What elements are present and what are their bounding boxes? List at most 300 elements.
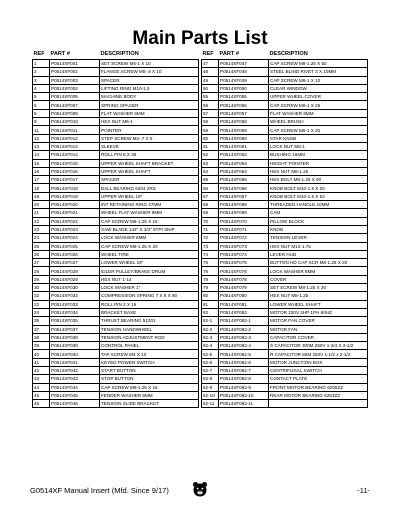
- table-row: [202, 350, 368, 358]
- footer-manual-title: G0514XF Manual Insert (Mfd. Since 9/17): [30, 486, 169, 495]
- cell-part-number: P0514XF004: [50, 84, 100, 92]
- table-row: [202, 209, 368, 217]
- cell-description: STEEL BLIND RIVET 3 X 10MM: [269, 68, 368, 76]
- cell-ref: 37: [33, 325, 50, 333]
- cell-part-number: P0514XF015: [50, 159, 100, 167]
- cell-description: CAP SCREW M8-1.25 X 50: [269, 60, 368, 68]
- cell-part-number: P0514XF082-10: [219, 391, 269, 399]
- header-part: PART #: [219, 51, 239, 57]
- cell-ref: 47: [202, 60, 219, 68]
- cell-description: WHEEL TIRE: [100, 250, 199, 258]
- table-row: [202, 126, 368, 134]
- cell-part-number: P0514XF046: [50, 400, 100, 408]
- table-row: [33, 126, 199, 134]
- cell-ref: 2: [33, 68, 50, 76]
- cell-ref: 76: [202, 267, 219, 275]
- cell-part-number: P0514XF082-2: [219, 325, 269, 333]
- table-row: [33, 142, 199, 150]
- table-row: [33, 358, 199, 366]
- table-row: [33, 118, 199, 126]
- cell-ref: 16: [33, 167, 50, 175]
- table-row: [33, 209, 199, 217]
- cell-part-number: P0514XF024: [50, 234, 100, 242]
- cell-ref: 8: [33, 109, 50, 117]
- table-row: [33, 317, 199, 325]
- table-row: [33, 93, 199, 101]
- cell-part-number: P0514XF071: [219, 225, 269, 233]
- cell-ref: 15: [33, 159, 50, 167]
- cell-description: KNOB BOLT M10-1.5 X 53: [269, 192, 368, 200]
- page-number: -11-: [357, 486, 370, 495]
- cell-part-number: P0514XF039: [50, 342, 100, 350]
- cell-description: CAP SCREW M6-1 X 25: [269, 101, 368, 109]
- cell-description: PILLOW BLOCK: [269, 217, 368, 225]
- table-row: [33, 76, 199, 84]
- cell-description: KEYED POWER SWITCH: [100, 358, 199, 366]
- cell-part-number: P0514XF037: [50, 325, 100, 333]
- table-row: [202, 159, 368, 167]
- cell-part-number: P0514XF032: [50, 292, 100, 300]
- cell-ref: 72: [202, 234, 219, 242]
- cell-ref: 62: [202, 151, 219, 159]
- cell-part-number: P0514XF020: [50, 201, 100, 209]
- cell-ref: 69: [202, 209, 219, 217]
- cell-ref: 70: [202, 217, 219, 225]
- cell-description: HEIGHT POINTER: [269, 159, 368, 167]
- cell-part-number: P0514XF023: [50, 225, 100, 233]
- table-row: [202, 68, 368, 76]
- cell-description: TENSION LEVER: [269, 234, 368, 242]
- cell-description: LOCK WASHER 8MM: [100, 234, 199, 242]
- table-row: [33, 201, 199, 209]
- cell-description: CAP SCREW M6-1 X 20: [269, 126, 368, 134]
- cell-ref: 82-7: [202, 366, 219, 374]
- cell-part-number: P0514XF005: [50, 93, 100, 101]
- cell-part-number: P0514XF008: [50, 109, 100, 117]
- cell-part-number: P0514XF017: [50, 176, 100, 184]
- cell-part-number: P0514XF062: [219, 151, 269, 159]
- cell-ref: 82-2: [202, 325, 219, 333]
- header-part: PART #: [50, 51, 70, 57]
- cell-part-number: P0514XF012: [50, 134, 100, 142]
- page-title: Main Parts List: [132, 28, 268, 49]
- cell-ref: 82-3: [202, 333, 219, 341]
- cell-description: LOCK NUT M6-1: [269, 142, 368, 150]
- cell-ref: 21: [33, 209, 50, 217]
- cell-ref: 12: [33, 134, 50, 142]
- cell-ref: 39: [33, 342, 50, 350]
- table-row: [33, 60, 199, 68]
- table-row: [33, 217, 199, 225]
- table-row: [202, 84, 368, 92]
- cell-part-number: P0514XF082-11: [219, 400, 269, 408]
- cell-ref: 80: [202, 292, 219, 300]
- cell-part-number: P0514XF028: [50, 267, 100, 275]
- cell-part-number: P0514XF067: [219, 192, 269, 200]
- cell-description: STOP BUTTON: [100, 375, 199, 383]
- cell-ref: 78: [202, 275, 219, 283]
- parts-table-right: [201, 50, 368, 408]
- cell-description: LIFTING RING M10-1.5: [100, 84, 199, 92]
- cell-ref: 79: [202, 284, 219, 292]
- cell-part-number: P0514XF061: [219, 142, 269, 150]
- cell-description: LOCK WASHER 1": [100, 284, 199, 292]
- cell-part-number: P0514XF056: [219, 101, 269, 109]
- cell-part-number: P0514XF082-6: [219, 358, 269, 366]
- cell-description: SLEEVE: [100, 142, 199, 150]
- table-row: [33, 101, 199, 109]
- cell-part-number: P0514XF011: [50, 126, 100, 134]
- cell-description: LEVER HUB: [269, 250, 368, 258]
- table-row: [33, 225, 199, 233]
- cell-description: CENTRIFUGAL SWITCH: [269, 366, 368, 374]
- cell-ref: 3: [33, 76, 50, 84]
- cell-ref: 59: [202, 126, 219, 134]
- table-row: [33, 292, 199, 300]
- cell-ref: 50: [202, 84, 219, 92]
- cell-part-number: P0514XF025: [50, 242, 100, 250]
- cell-description: CAP SCREW M8-1.25 X 16: [100, 383, 199, 391]
- cell-description: HEX NUT M8-1.25: [269, 167, 368, 175]
- cell-part-number: P0514XF045: [50, 391, 100, 399]
- cell-ref: 43: [33, 375, 50, 383]
- cell-part-number: P0514XF059: [219, 126, 269, 134]
- cell-description: KNOB BOLT M10-1.5 X 20: [269, 184, 368, 192]
- table-row: [33, 333, 199, 341]
- table-row: [202, 375, 368, 383]
- cell-part-number: P0514XF022: [50, 217, 100, 225]
- cell-ref: 6: [33, 101, 50, 109]
- cell-ref: 38: [33, 333, 50, 341]
- table-header-row: [202, 50, 368, 60]
- cell-description: HEX NUT M8-1.25: [269, 292, 368, 300]
- table-row: [33, 375, 199, 383]
- cell-ref: 34: [33, 308, 50, 316]
- cell-part-number: P0514XF014: [50, 151, 100, 159]
- cell-description: R CAPACITOR 60M 250V 1-1/2 x 2-1/2: [269, 350, 368, 358]
- header-ref: REF: [33, 51, 45, 57]
- cell-description: ROLL PIN 3 X 16: [100, 300, 199, 308]
- table-row: [202, 275, 368, 283]
- table-row: [33, 234, 199, 242]
- table-row: [202, 308, 368, 316]
- cell-part-number: P0514XF019: [50, 192, 100, 200]
- cell-ref: 42: [33, 366, 50, 374]
- cell-description: STAR KNOB: [269, 134, 368, 142]
- table-row: [33, 400, 199, 408]
- cell-description: MOTOR 220V 3HP 1PH 60HZ: [269, 308, 368, 316]
- cell-description: STEP SCREW M4-.7 X 5: [100, 134, 199, 142]
- cell-part-number: P0514XF082-3: [219, 333, 269, 341]
- cell-part-number: P0514XF080: [219, 292, 269, 300]
- table-row: [202, 333, 368, 341]
- cell-part-number: P0514XF070: [219, 217, 269, 225]
- cell-ref: 82-4: [202, 342, 219, 350]
- table-row: [33, 383, 199, 391]
- table-row: [202, 383, 368, 391]
- cell-description: TENSION HANDWHEEL: [100, 325, 199, 333]
- cell-description: BALL BEARING 6204 2RS: [100, 184, 199, 192]
- cell-part-number: P0514XF082-5: [219, 350, 269, 358]
- cell-description: LOCK WASHER 8MM: [269, 267, 368, 275]
- cell-ref: 20: [33, 201, 50, 209]
- cell-part-number: P0514XF003: [50, 76, 100, 84]
- cell-part-number: P0514XF082-1: [219, 317, 269, 325]
- cell-part-number: P0514XF065: [219, 176, 269, 184]
- table-row: [202, 342, 368, 350]
- cell-ref: 48: [202, 68, 219, 76]
- cell-description: IDLER PULLEY/BRAKE DRUM: [100, 267, 199, 275]
- cell-part-number: P0514XF063: [219, 159, 269, 167]
- header-description: DESCRIPTION: [269, 51, 308, 57]
- cell-description: SET SCREW M6-1 X 10: [100, 60, 199, 68]
- table-row: [202, 225, 368, 233]
- cell-part-number: P0514XF001: [50, 60, 100, 68]
- cell-description: [269, 400, 368, 408]
- table-row: [202, 400, 368, 408]
- cell-description: START BUTTON: [100, 366, 199, 374]
- cell-ref: 82-9: [202, 383, 219, 391]
- cell-ref: 71: [202, 225, 219, 233]
- table-row: [33, 184, 199, 192]
- table-row: [33, 325, 199, 333]
- cell-ref: 82-1: [202, 317, 219, 325]
- table-row: [33, 350, 199, 358]
- cell-ref: 74: [202, 250, 219, 258]
- cell-ref: 60: [202, 134, 219, 142]
- cell-part-number: P0514XF082-9: [219, 383, 269, 391]
- table-row: [33, 250, 199, 258]
- cell-part-number: P0514XF026: [50, 250, 100, 258]
- cell-description: POINTER: [100, 126, 199, 134]
- cell-ref: 67: [202, 192, 219, 200]
- cell-part-number: P0514XF040: [50, 350, 100, 358]
- cell-description: BUTTON HD CAP SCR M8-1.25 X 20: [269, 259, 368, 267]
- table-row: [202, 134, 368, 142]
- cell-ref: 5: [33, 93, 50, 101]
- cell-description: CAPACITOR COVER: [269, 333, 368, 341]
- table-row: [202, 267, 368, 275]
- cell-ref: 61: [202, 142, 219, 150]
- table-row: [202, 234, 368, 242]
- cell-description: FLANGE SCREW M5-.8 X 10: [100, 68, 199, 76]
- cell-ref: 25: [33, 242, 50, 250]
- cell-ref: 66: [202, 184, 219, 192]
- cell-description: HEX NUT M12-1.75: [269, 242, 368, 250]
- cell-ref: 22: [33, 217, 50, 225]
- cell-description: CAP SCREW M8-1.25 X 20: [100, 242, 199, 250]
- cell-ref: 46: [33, 400, 50, 408]
- cell-ref: 44: [33, 383, 50, 391]
- table-row: [202, 217, 368, 225]
- table-row: [202, 60, 368, 68]
- cell-part-number: P0514XF069: [219, 209, 269, 217]
- table-row: [33, 391, 199, 399]
- cell-ref: 63: [202, 159, 219, 167]
- cell-description: TENSION ADJUSTMENT ROD: [100, 333, 199, 341]
- cell-description: UPPER WHEEL 19": [100, 192, 199, 200]
- cell-ref: 65: [202, 176, 219, 184]
- cell-description: HEX NUT M6-1: [100, 118, 199, 126]
- cell-part-number: P0514XF082-4: [219, 342, 269, 350]
- cell-ref: 24: [33, 234, 50, 242]
- table-row: [202, 109, 368, 117]
- cell-ref: 81: [202, 300, 219, 308]
- cell-description: SAW BLADE 143" X 3/4" 6TPI SKIP: [100, 225, 199, 233]
- cell-ref: 40: [33, 350, 50, 358]
- cell-description: S CAPACITOR 300M 250V 1-3/4 X 2-1/2: [269, 342, 368, 350]
- table-row: [202, 93, 368, 101]
- table-row: [33, 308, 199, 316]
- cell-description: CAP SCREW M8-1.25 X 16: [100, 217, 199, 225]
- cell-part-number: P0514XF029: [50, 275, 100, 283]
- cell-ref: 4: [33, 84, 50, 92]
- table-row: [202, 118, 368, 126]
- cell-part-number: P0514XF082-7: [219, 366, 269, 374]
- cell-ref: 82-5: [202, 350, 219, 358]
- cell-description: LOWER WHEEL 19": [100, 259, 199, 267]
- cell-part-number: P0514XF038: [50, 333, 100, 341]
- cell-part-number: P0514XF035: [50, 317, 100, 325]
- table-row: [33, 342, 199, 350]
- cell-ref: 64: [202, 167, 219, 175]
- cell-description: MOTOR FAN COVER: [269, 317, 368, 325]
- table-row: [33, 275, 199, 283]
- table-row: [33, 242, 199, 250]
- cell-part-number: P0514XF034: [50, 308, 100, 316]
- cell-part-number: P0514XF055: [219, 93, 269, 101]
- table-row: [33, 68, 199, 76]
- cell-ref: 58: [202, 118, 219, 126]
- cell-part-number: P0514XF021: [50, 209, 100, 217]
- table-row: [202, 325, 368, 333]
- cell-description: KNOB: [269, 225, 368, 233]
- table-row: [202, 259, 368, 267]
- cell-ref: 17: [33, 176, 50, 184]
- cell-part-number: P0514XF072: [219, 234, 269, 242]
- cell-part-number: P0514XF066: [219, 184, 269, 192]
- cell-ref: 82-6: [202, 358, 219, 366]
- cell-description: TENSION SLIDE BRACKET: [100, 400, 199, 408]
- cell-description: CAP SCREW M6-1 X 10: [269, 76, 368, 84]
- table-row: [202, 366, 368, 374]
- table-row: [202, 317, 368, 325]
- table-row: [202, 184, 368, 192]
- cell-ref: 82: [202, 308, 219, 316]
- cell-ref: 27: [33, 259, 50, 267]
- cell-part-number: P0514XF058: [219, 118, 269, 126]
- cell-ref: 1: [33, 60, 50, 68]
- table-row: [33, 300, 199, 308]
- cell-part-number: P0514XF047: [219, 60, 269, 68]
- cell-part-number: P0514XF073: [219, 242, 269, 250]
- cell-part-number: P0514XF041: [50, 358, 100, 366]
- cell-description: FENDER WASHER 8MM: [100, 391, 199, 399]
- cell-part-number: P0514XF075: [219, 259, 269, 267]
- cell-description: SPACER: [100, 76, 199, 84]
- table-row: [33, 167, 199, 175]
- cell-part-number: P0514XF010: [50, 118, 100, 126]
- grizzly-bear-logo-icon: [192, 481, 208, 497]
- cell-part-number: P0514XF082-8: [219, 375, 269, 383]
- cell-description: COMPRESSION SPRING 7 X 8 X 90: [100, 292, 199, 300]
- cell-description: MACHINE BODY: [100, 93, 199, 101]
- cell-part-number: P0514XF068: [219, 201, 269, 209]
- cell-ref: 49: [202, 76, 219, 84]
- table-row: [202, 101, 368, 109]
- cell-ref: 35: [33, 317, 50, 325]
- cell-description: FRONT MOTOR BEARING 6205ZZ: [269, 383, 368, 391]
- table-row: [33, 134, 199, 142]
- cell-description: MOTOR JUNCTION BOX: [269, 358, 368, 366]
- cell-ref: 82-8: [202, 375, 219, 383]
- cell-part-number: P0514XF079: [219, 284, 269, 292]
- table-row: [33, 366, 199, 374]
- table-row: [33, 159, 199, 167]
- cell-part-number: P0514XF013: [50, 142, 100, 150]
- cell-part-number: P0514XF030: [50, 284, 100, 292]
- cell-ref: 28: [33, 267, 50, 275]
- cell-description: CLEAR WINDOW: [269, 84, 368, 92]
- cell-description: THRUST BEARING 51201: [100, 317, 199, 325]
- cell-ref: 68: [202, 201, 219, 209]
- header-description: DESCRIPTION: [100, 51, 139, 57]
- table-row: [202, 176, 368, 184]
- cell-description: ROLL PIN 5 X 36: [100, 151, 199, 159]
- table-row: [202, 250, 368, 258]
- page-footer: [30, 481, 370, 501]
- cell-part-number: P0514XF033: [50, 300, 100, 308]
- cell-ref: 19: [33, 192, 50, 200]
- cell-part-number: P0514XF060: [219, 134, 269, 142]
- table-row: [202, 192, 368, 200]
- table-row: [33, 192, 199, 200]
- cell-description: TAP SCREW M4 X 10: [100, 350, 199, 358]
- table-row: [33, 176, 199, 184]
- table-row: [33, 109, 199, 117]
- cell-description: UPPER WHEEL COVER: [269, 93, 368, 101]
- cell-ref: 73: [202, 242, 219, 250]
- cell-ref: 75: [202, 259, 219, 267]
- cell-part-number: P0514XF057: [219, 109, 269, 117]
- cell-ref: 18: [33, 184, 50, 192]
- cell-part-number: P0514XF018: [50, 184, 100, 192]
- table-row: [33, 84, 199, 92]
- cell-description: CONTACT PLATE: [269, 375, 368, 383]
- cell-ref: 33: [33, 300, 50, 308]
- table-row: [202, 358, 368, 366]
- table-row: [202, 151, 368, 159]
- cell-part-number: P0514XF048: [219, 68, 269, 76]
- cell-description: UPPER WHEEL SHAFT BRACKET: [100, 159, 199, 167]
- cell-description: WHEEL BRUSH: [269, 118, 368, 126]
- cell-part-number: P0514XF050: [219, 84, 269, 92]
- cell-description: HEX NUT 1-14: [100, 275, 199, 283]
- cell-description: SPACER: [100, 176, 199, 184]
- cell-part-number: P0514XF081: [219, 300, 269, 308]
- table-header-row: [33, 50, 199, 60]
- cell-ref: 56: [202, 101, 219, 109]
- cell-ref: 55: [202, 93, 219, 101]
- cell-description: WHEEL FLAT WASHER 8MM: [100, 209, 199, 217]
- cell-ref: 30: [33, 284, 50, 292]
- cell-description: MOTOR FAN: [269, 325, 368, 333]
- cell-description: HEX BOLT M8-1.25 X 90: [269, 176, 368, 184]
- cell-part-number: P0514XF076: [219, 267, 269, 275]
- cell-description: FLAT WASHER 6MM: [100, 109, 199, 117]
- cell-ref: 14: [33, 151, 50, 159]
- cell-description: INT RETAINING RING 47MM: [100, 201, 199, 209]
